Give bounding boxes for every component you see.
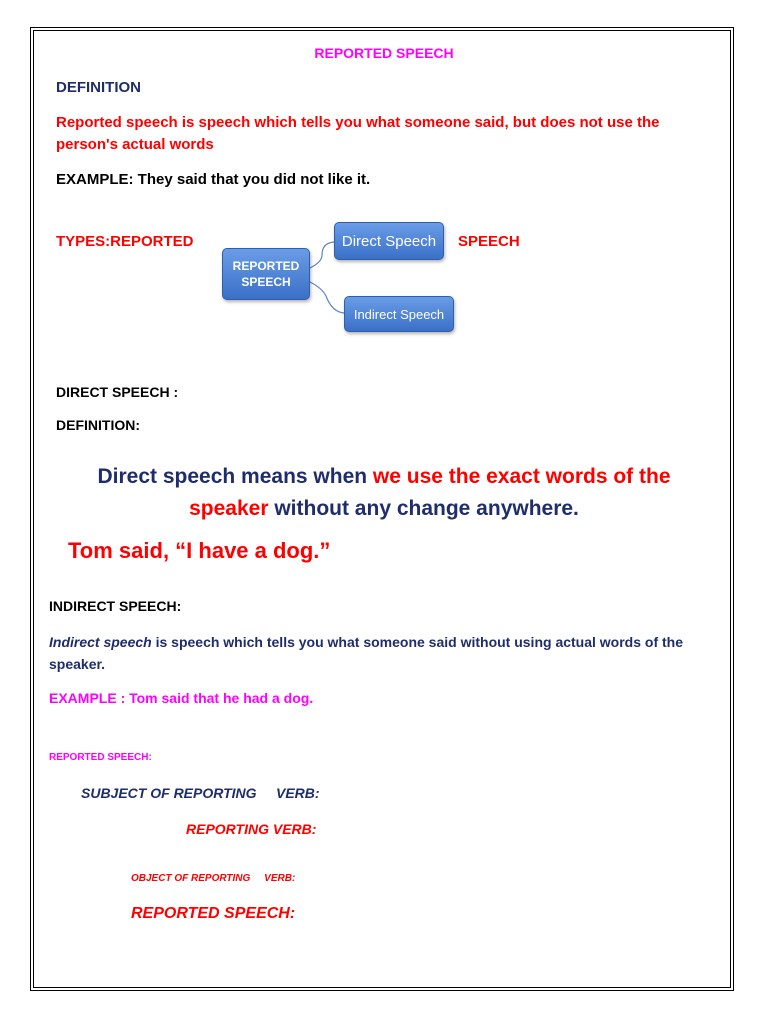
structure-reported-small: REPORTED SPEECH: (49, 752, 152, 763)
structure-reported-big: REPORTED SPEECH: (131, 905, 296, 922)
direct-definition-text (0, 461, 768, 525)
def-part-4: without any change anywhere. (268, 497, 579, 520)
diagram-direct-node: Direct Speech (334, 222, 444, 260)
structure-object: OBJECT OF REPORTING VERB: (131, 873, 296, 884)
indirect-term: Indirect speech (49, 634, 152, 650)
diagram-indirect-node: Indirect Speech (344, 296, 454, 332)
diagram-root-node: REPORTED SPEECH (222, 248, 310, 300)
definition-text: Reported speech is speech which tells you what someone said, but does not use the person's actual words (56, 114, 660, 153)
indirect-speech-heading: INDIRECT SPEECH: (49, 598, 182, 614)
types-label: TYPES:REPORTED (56, 233, 194, 250)
def-part-3: speaker (189, 497, 269, 520)
direct-speech-heading: DIRECT SPEECH : (56, 384, 179, 400)
indirect-definition-text (49, 631, 729, 675)
direct-definition-heading: DEFINITION: (56, 417, 140, 433)
example-1: EXAMPLE: They said that you did not like it. (56, 171, 371, 188)
types-speech-label: SPEECH (458, 233, 520, 250)
def-part-2: we use the exact words of the (372, 465, 671, 488)
indirect-definition-rest: is speech which tells you what someone said without using actual words of the speaker. (49, 634, 684, 672)
indirect-example: EXAMPLE : Tom said that he had a dog. (49, 690, 314, 706)
direct-example: Tom said, “I have a dog.” (68, 538, 331, 563)
structure-subject: SUBJECT OF REPORTING VERB: (81, 785, 320, 801)
page-title: REPORTED SPEECH (314, 45, 454, 61)
def-part-1: Direct speech means when (97, 465, 373, 488)
definition-heading: DEFINITION (56, 79, 141, 96)
structure-reporting-verb: REPORTING VERB: (186, 821, 317, 837)
